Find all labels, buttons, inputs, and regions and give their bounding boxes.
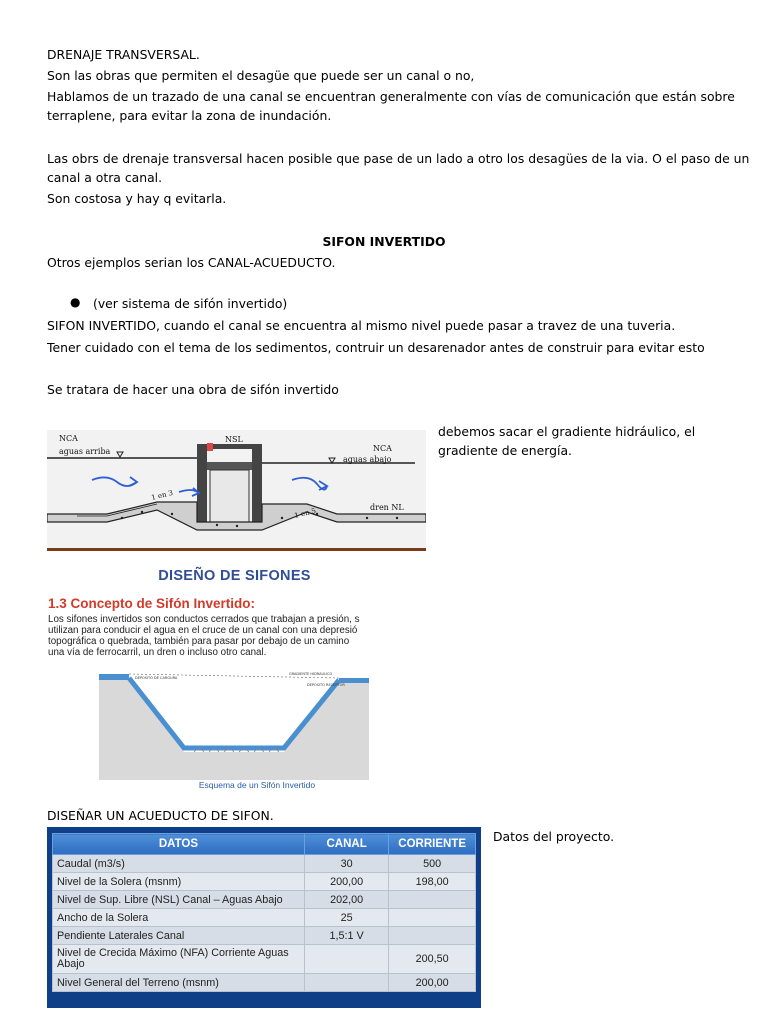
bullet-item: (ver sistema de sifón invertido): [93, 296, 288, 311]
label-deposito-receptor: DEPOSITO RECEPTOR: [307, 683, 345, 687]
section-heading: SIFON INVERTIDO: [322, 234, 446, 249]
slide-caption: Esquema de un Sifón Invertido: [198, 780, 316, 790]
label-aguas-arriba: aguas arriba: [59, 447, 111, 456]
cell-dato: Nivel de Sup. Libre (NSL) Canal – Aguas Abajo: [53, 891, 305, 909]
paragraph: Las obrs de drenaje transversal hacen posible que pase de un lado a otro los desagües de la via. O el paso de un: [47, 151, 750, 166]
siphon-concept-slide: [47, 562, 422, 800]
label-nca-right: NCA: [373, 444, 392, 453]
siphon-schematic: [99, 670, 369, 780]
table-row: [53, 927, 476, 945]
label-slope-left: 1 en 3: [150, 488, 174, 502]
cell-dato: Ancho de la Solera: [53, 909, 305, 927]
label-nca-left: NCA: [59, 434, 78, 443]
header-canal: CANAL: [304, 834, 388, 855]
slide-body-line: Los sifones invertidos son conductos cerrados que trabajan a presión, s: [48, 614, 360, 625]
slide-body-line: una vía de ferrocarril, un dren o incluso otro canal.: [48, 647, 267, 658]
label-gradiente: GRADIENTE HIDRAULICO: [289, 672, 333, 676]
table-row: [53, 855, 476, 873]
doc-title: DRENAJE TRANSVERSAL.: [47, 47, 200, 62]
cell-corriente: 200,00: [389, 974, 476, 992]
cell-corriente: [389, 927, 476, 945]
table-row: [53, 891, 476, 909]
project-data-table-image: [47, 827, 481, 1008]
table-row: [53, 909, 476, 927]
cell-canal: 202,00: [304, 891, 388, 909]
cell-corriente: 500: [389, 855, 476, 873]
table-row: [53, 945, 476, 974]
cell-canal: 1,5:1 V: [304, 927, 388, 945]
cell-corriente: 200,50: [389, 945, 476, 974]
paragraph: Son costosa y hay q evitarla.: [47, 191, 227, 206]
label-deposito-carga: DEPOSITO DE CARGURA: [135, 676, 178, 680]
cell-canal: [304, 974, 388, 992]
cell-corriente: [389, 909, 476, 927]
paragraph: Hablamos de un trazado de una canal se encuentran generalmente con vías de comunicación que están sobre: [47, 89, 735, 104]
cell-dato: Nivel de Crecida Máximo (NFA) Corriente Aguas Abajo: [53, 945, 305, 974]
cell-dato: Nivel General del Terreno (msnm): [53, 974, 305, 992]
side-note-line: debemos sacar el gradiente hidráulico, el: [438, 424, 696, 439]
paragraph: Se tratara de hacer una obra de sifón invertido: [47, 382, 339, 397]
slide-body-line: utilizan para conducir el agua en el cruce de un canal con una depresió: [48, 625, 358, 636]
cell-canal: 25: [304, 909, 388, 927]
paragraph: Son las obras que permiten el desagüe que puede ser un canal o no,: [47, 68, 475, 83]
label-nsl: NSL: [225, 435, 243, 444]
label-aguas-abajo: aguas abajo: [343, 455, 392, 464]
cell-corriente: 198,00: [389, 873, 476, 891]
label-slope-right: 1 en 5: [293, 506, 317, 520]
paragraph: Tener cuidado con el tema de los sedimentos, contruir un desarenador antes de construir para evitar esto: [47, 340, 705, 355]
slide-body: [48, 614, 418, 662]
side-note-line: gradiente de energía.: [438, 443, 572, 458]
cell-dato: Pendiente Laterales Canal: [53, 927, 305, 945]
side-note-1: [438, 422, 738, 460]
header-datos: DATOS: [53, 834, 305, 855]
table-row: [53, 974, 476, 992]
header-corriente: CORRIENTE: [389, 834, 476, 855]
siphon-diagram-image: [47, 430, 426, 551]
side-note-2: Datos del proyecto.: [493, 829, 615, 844]
paragraph: terraplene, para evitar la zona de inundación.: [47, 108, 332, 123]
cell-canal: [304, 945, 388, 974]
slide-subtitle: 1.3 Concepto de Sifón Invertido:: [48, 596, 256, 611]
cell-canal: 30: [304, 855, 388, 873]
table-row: [53, 873, 476, 891]
cell-canal: 200,00: [304, 873, 388, 891]
paragraph: SIFON INVERTIDO, cuando el canal se encuentra al mismo nivel puede pasar a travez de una tuveria.: [47, 318, 676, 333]
bullet-icon: ●: [70, 295, 81, 309]
paragraph: Otros ejemplos serian los CANAL-ACUEDUCTO.: [47, 255, 336, 270]
cell-dato: Caudal (m3/s): [53, 855, 305, 873]
project-data-table: [52, 833, 476, 992]
label-dren: dren NL: [370, 503, 404, 512]
slide-title: DISEÑO DE SIFONES: [158, 568, 311, 584]
paragraph: DISEÑAR UN ACUEDUCTO DE SIFON.: [47, 808, 274, 823]
cell-dato: Nivel de la Solera (msnm): [53, 873, 305, 891]
cell-corriente: [389, 891, 476, 909]
slide-body-line: topográfica o quebrada, también para pasar por debajo de un camino: [48, 636, 350, 647]
paragraph: canal a otra canal.: [47, 170, 163, 185]
